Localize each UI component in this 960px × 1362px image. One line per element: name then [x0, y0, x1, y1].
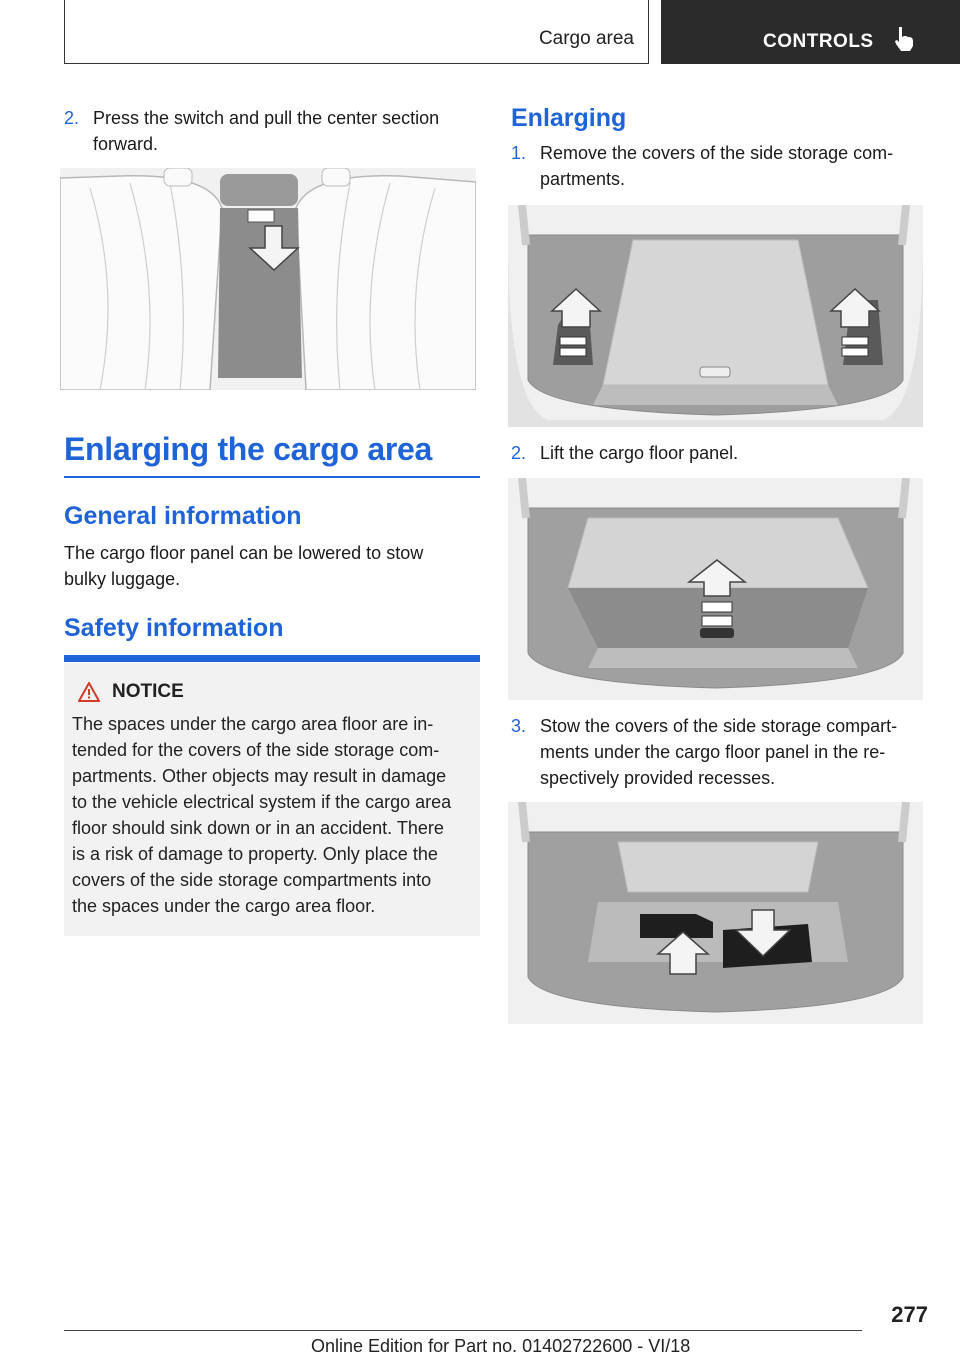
notice-title: NOTICE [112, 681, 184, 702]
section-heading: Enlarging the cargo area [64, 431, 433, 467]
safety-blue-bar [64, 655, 480, 662]
notice-line: The spaces under the cargo area floor are in- [72, 714, 434, 734]
header-chapter-tab [661, 0, 960, 64]
step-text-line: ments under the cargo floor panel in the re- [540, 742, 886, 762]
step-text-line: Press the switch and pull the center section [93, 108, 440, 128]
notice-text [72, 711, 472, 919]
page-number: 277 [891, 1302, 928, 1327]
paragraph-line: The cargo floor panel can be lowered to stow [64, 543, 424, 563]
footer-edition: Online Edition for Part no. 01402722600 - VI/18 [311, 1336, 691, 1356]
notice-box [64, 663, 480, 936]
step-text-line: forward. [93, 134, 159, 154]
step-text-line: Remove the covers of the side storage com- [540, 143, 894, 163]
step-3 [511, 713, 923, 791]
step-text-line: spectively provided recesses. [540, 768, 776, 788]
trunk-lift-floor-illustration [508, 478, 923, 700]
step-number: 1. [511, 143, 527, 163]
notice-line: the spaces under the cargo area floor. [72, 896, 376, 916]
step-number: 3. [511, 716, 527, 736]
trunk-stow-covers-illustration [508, 802, 923, 1024]
step-text-line: Lift the cargo floor panel. [540, 443, 739, 463]
safety-information-heading: Safety information [64, 614, 284, 642]
notice-line: partments. Other objects may result in damage [72, 766, 447, 786]
notice-line: floor should sink down or in an accident. There [72, 818, 444, 838]
step-2-right [511, 440, 923, 466]
step-text-line: Stow the covers of the side storage compart- [540, 716, 898, 736]
notice-line: to the vehicle electrical system if the cargo area [72, 792, 452, 812]
step-text-line: partments. [540, 169, 626, 189]
warning-triangle-icon [78, 682, 100, 702]
notice-line: is a risk of damage to property. Only place the [72, 844, 438, 864]
general-information-heading: General information [64, 502, 302, 530]
header-section-box [64, 0, 649, 64]
heading-rule [64, 476, 480, 478]
header-chapter-title: CONTROLS [763, 31, 874, 52]
step-2-left [64, 105, 480, 157]
step-1 [511, 140, 923, 192]
notice-line: tended for the covers of the side storage com- [72, 740, 440, 760]
paragraph-line: bulky luggage. [64, 569, 181, 589]
step-number: 2. [64, 108, 80, 128]
trunk-covers-illustration [508, 205, 923, 427]
header-section-title: Cargo area [538, 28, 634, 49]
step-number: 2. [511, 443, 527, 463]
pointing-hand-icon [893, 26, 915, 52]
notice-line: covers of the side storage compartments into [72, 870, 432, 890]
footer-rule [64, 1330, 862, 1331]
enlarging-heading: Enlarging [511, 104, 627, 132]
rear-seat-illustration [60, 168, 476, 390]
general-information-text [64, 540, 480, 592]
